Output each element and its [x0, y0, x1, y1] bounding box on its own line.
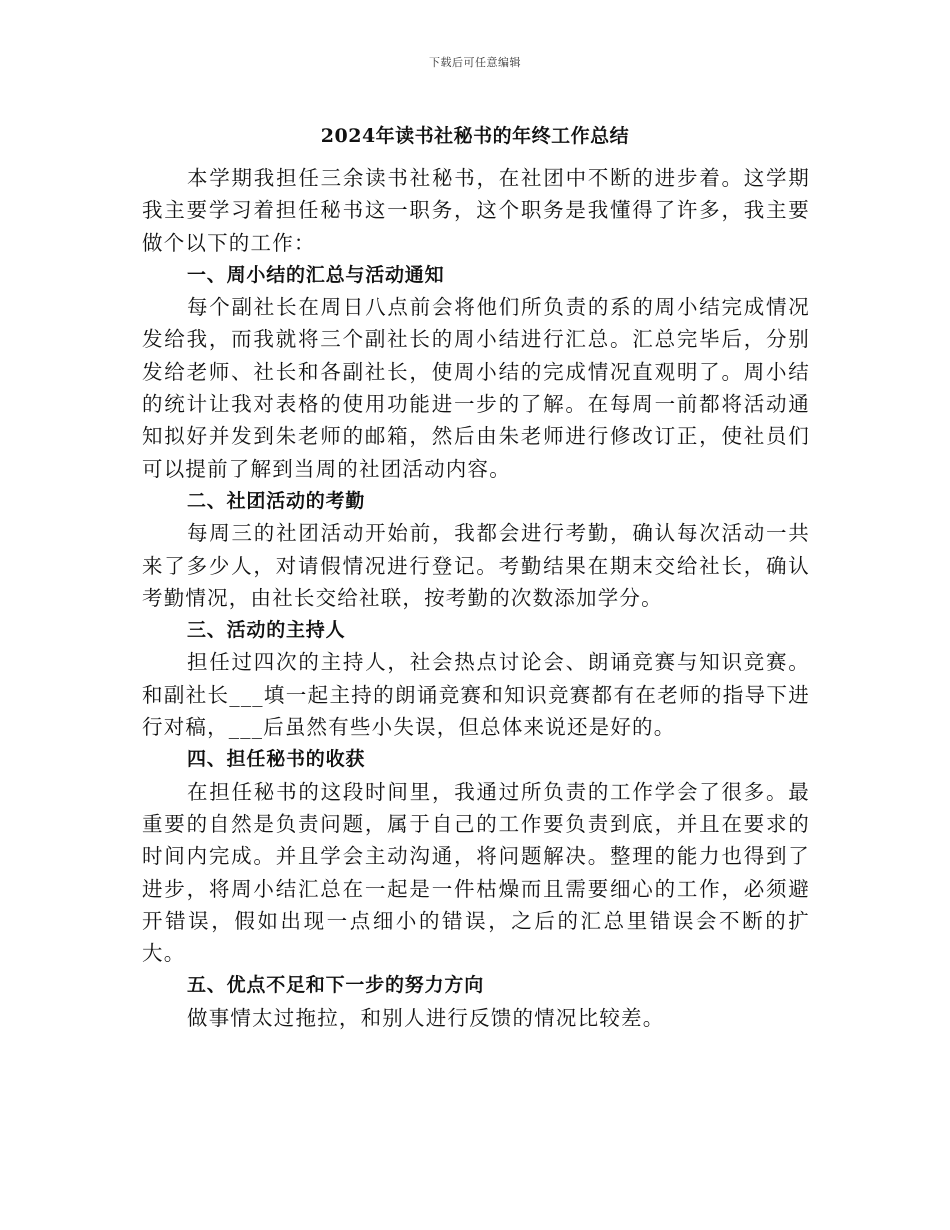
section-body-3: 担任过四次的主持人，社会热点讨论会、朗诵竞赛与知识竞赛。和副社长___填一起主持的朗诵竞赛和知识竞赛都有在老师的指导下进行对稿，___后虽然有些小失误，但总体来说还是好的。 [142, 650, 810, 740]
section-body-2: 每周三的社团活动开始前，我都会进行考勤，确认每次活动一共来了多少人，对请假情况进行登记。考勤结果在期末交给社长，确认考勤情况，由社长交给社联，按考勤的次数添加学分。 [142, 521, 810, 610]
section-heading-3: 三、活动的主持人 [187, 619, 346, 642]
intro-paragraph: 本学期我担任三余读书社秘书，在社团中不断的进步着。这学期我主要学习着担任秘书这一职务，这个职务是我懂得了许多，我主要做个以下的工作： [142, 166, 810, 255]
section-body-4: 在担任秘书的这段时间里，我通过所负责的工作学会了很多。最重要的自然是负责问题，属于自己的工作要负责到底，并且在要求的时间内完成。并且学会主动沟通，将问题解决。整理的能力也得到了进步，将周小结汇总在一起是一件枯燥而且需要细心的工作，必须避开错误，假如出现一点细小的错误，之后的汇总里错误会不断的扩大。 [142, 779, 810, 966]
section-heading-4: 四、担任秘书的收获 [187, 748, 366, 771]
header-note: 下载后可任意编辑 [429, 56, 521, 69]
document-title: 2024年读书社秘书的年终工作总结 [320, 125, 630, 147]
section-body-1: 每个副社长在周日八点前会将他们所负责的系的周小结完成情况发给我，而我就将三个副社长的周小结进行汇总。汇总完毕后，分别发给老师、社长和各副社长，使周小结的完成情况直观明了。周小结的统计让我对表格的使用功能进一步的了解。在每周一前都将活动通知拟好并发到朱老师的邮箱，然后由朱老师进行修改订正，使社员们可以提前了解到当周的社团活动内容。 [142, 295, 810, 481]
section-heading-1: 一、周小结的汇总与活动通知 [187, 263, 445, 286]
section-body-5: 做事情太过拖拉，和别人进行反馈的情况比较差。 [187, 1005, 665, 1030]
section-heading-5: 五、优点不足和下一步的努力方向 [187, 974, 485, 997]
document-body [142, 162, 810, 1034]
section-heading-2: 二、社团活动的考勤 [187, 489, 366, 512]
